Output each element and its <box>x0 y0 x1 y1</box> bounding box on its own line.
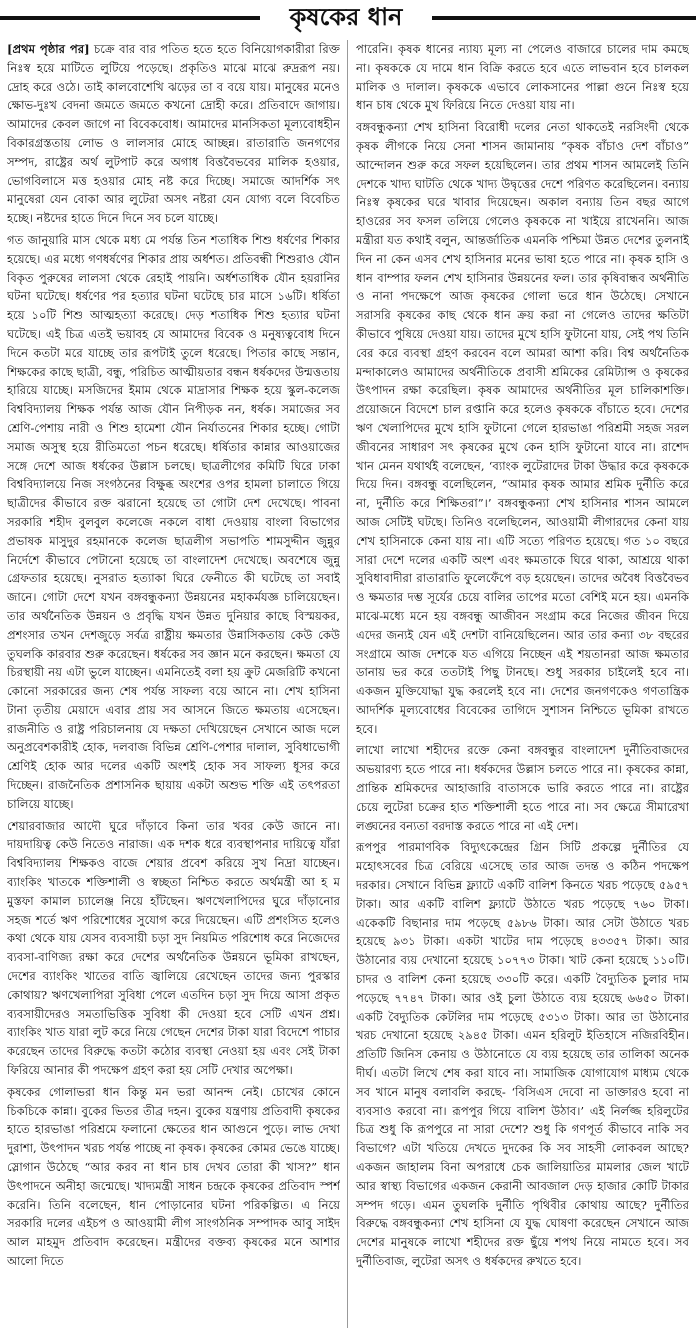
continued-from-tag: [প্রথম পৃষ্ঠার পর] <box>7 42 90 56</box>
article-header <box>0 0 696 36</box>
article-paragraph: কৃষকের গোলাভরা ধান কিন্তু মন ভরা আনন্দ নেই। চোখের কোনে চিকচিকে কান্না। বুকের ভিতর তীব্র দহন। বুকের যন্ত্রণায় প্রতিবাদী কৃষকের হাতে হারভাঙা পরিশ্রমে ফলানো ক্ষেতের ধান আগুনে পুড়ে। লাভ দেখা দুরাশা, উৎপাদন খরচ পর্যন্ত পাচ্ছে না কৃষক। কৃষকের কোমর ভেঙে যাচ্ছে। স্লোগান উঠেছে “আর করব না ধান চাষ দেখব তোরা কী খাস?” ধান উৎপাদনে অনীহা জন্মেছে। খাদ্যমন্ত্রী সাধন চন্দ্রকে কৃষকের প্রতিবাদ স্পর্শ করেনি। তিনি বলেছেন, ধান পোড়ানোর ঘটনা পরিকল্পিত। এ নিয়ে সরকারি দলের এইচপ ও আওয়ামী লীগ সাংগঠনিক সম্পাদক আবু সাইদ আল মাহমুদ প্রতিবাদ করেছেন। মন্ত্রীদের বক্তব্য কৃষকের মনে আশার আলো দিতে <box>7 1084 340 1268</box>
header-rule-left <box>0 16 260 20</box>
article-paragraph: পারেনি। কৃষক ধানের ন্যায্য মূল্য না পেলেও বাজারে চালের দাম কমছে না। কৃষককে যে দামে ধান বিক্রি করতে হবে এতে লাভবান হবে চালকল মালিক ও দালাল। কৃষককে এভাবে লোকসানের পাল্লা গুনে নিঃস্ব হয়ে ধান চাষ থেকে মুখ ফিরিয়ে নিতে দেওয়া যায় না। <box>356 42 689 113</box>
article-title: কৃষকের ধান <box>289 2 403 31</box>
article-column-right <box>356 40 689 1328</box>
article-paragraph: লাখো লাখো শহীদের রক্তে কেনা বঙ্গবন্ধুর বাংলাদেশ দুর্নীতিবাজদের অভয়ারণ্য হতে পারে না। ধর্ষকদের উল্লাস চলতে পারে না। কৃষকের কান্না, প্রান্তিক শ্রমিকদের আহাজারি বাতাসকে ভারি করতে পারে না। রাষ্ট্রের চেয়ে লুটেরা চক্রের হাত শক্তিশালী হতে পারে না। সব ক্ষেত্রে সীমারেখা লঙ্ঘনের বন্যতা বরদাস্ত করতে পারে না এই দেশ। <box>356 743 689 833</box>
paragraph-text: চক্রে বার বার পতিত হতে হতে বিনিয়োগকারীরা রিক্ত নিঃস্ব হয়ে মাটিতে লুটিয়ে পড়েছে। প্রকৃতিও মাঝে মাঝে রুদ্ররূপ নয়। দ্রোহ করে ওঠে। তাই কালবোশেখি ঝড়ের তা ব বয়ে যায়। মানুষের মনেও ক্ষোভ-দুঃখ বেদনা জমতে জমতে কখনো দ্রোহী করে। প্রতিবাদে জাগায়। আমাদের কেবল জাগে না বিবেকবোধ। আমাদের মানসিকতা মূল্যবোধহীন বিকারগ্রস্ততায় লোভ ও লালসার মোহে আচ্ছন্ন। রাতারাতি জনগণের সম্পদ, রাষ্ট্রের অর্থ লুটপাট করে অগাধ বিত্তবৈভবের মালিক হওয়ার, ভোগবিলাসে মত্ত হওয়ার মোহ নষ্ট করে দিচ্ছে। সমাজে আদর্শিক সৎ মানুষেরা যেন বোকা আর লুটেরা অসৎ নষ্টরা যেন যোগ্য বলে বিবেচিত হচ্ছে। নষ্টদের হাতে দিনে দিনে সব চলে যাচ্ছে। <box>7 42 340 226</box>
article-paragraph: রূপপুর পারমাণবিক বিদ্যুৎকেন্দ্রের গ্রিন সিটি প্রকল্পে দুর্নীতির যে মহোৎসবের চিত্র বেরিয়ে এসেছে তার আজ তদন্ত ও কঠিন পদক্ষেপ দরকার। সেখানে বিভিন্ন ফ্ল্যাটে একটি বালিশ কিনতে খরচ পড়েছে ৫৯৫৭ টাকা। আর একটি বালিশ ফ্ল্যাটে উঠাতে খরচ পড়েছে ৭৬০ টাকা। একেকটি বিছানার দাম পড়েছে ৫৯৮৬ টাকা। আর সেটা উঠাতে খরচ হয়েছে ৯৩১ টাকা। একটা খাটের দাম পড়েছে ৪৩৩৫৭ টাকা। আর উঠানোর ব্যয় দেখানো হয়েছে ১০৭৭৩ টাকা। খাট কেনা হয়েছে ১১০টি। চাদর ও বালিশ কেনা হয়েছে ৩৩০টি করে। একটি বৈদ্যুতিক চুলার দাম পড়েছে ৭৭৪৭ টাকা। আর ওই চুলা উঠাতে ব্যয় হয়েছে ৬৬৫০ টাকা। একটি বৈদ্যুতিক কেটলির দাম পড়েছে ৫৩১৩ টাকা। আর তা উঠানোর খরচ দেখানো হয়েছে ২৯৪৫ টাকা। এমন হরিলুট ইতিহাসে নজিরবিহীন। প্রতিটি জিনিস কেনায় ও উঠানোতে যে ব্যয় হয়েছে তার তালিকা অনেক দীর্ঘ। এতটা লিখে শেষ করা যাবে না। সামাজিক যোগাযোগ মাধ্যম থেকে সব খানে মানুষ বলাবলি করছে- ‘বিসিএস দেবো না ডাক্তারও হবো না ব্যবসাও করবো না। রূপপুর গিয়ে বালিশ উঠাব।’ এই নির্লজ্জ হরিলুটের চিত্র শুধু কি রূপপুরে না সারা দেশে? শুধু কি গণপূর্ত কীভাবে নাকি সব বিভাগে? এটা খতিয়ে দেখতে দুদকের কি সব সাহসী লোকবল আছে? একজন জাহালম বিনা অপরাধে চেক জালিয়াতির মামলার জেল খাটে আর স্বাস্থ্য বিভাগের একজন কেরানী আবজাল দেড় হাজার কোটি টাকার সম্পদ গড়ে। এমন তুঘলকি দুর্নীতি পৃথিবীর কোথায় আছে? দুর্নীতির বিরুদ্ধে বঙ্গবন্ধুকন্যা শেখ হাসিনা যে যুদ্ধ ঘোষণা করেছেন সেখানে আজ দেশের মানুষকে লাখো শহীদের রক্ত ছুঁয়ে শপথ নিয়ে নামতে হবে। সব দুর্নীতিবাজ, লুটেরা অসৎ ও ধর্ষকদের রুখতে হবে। <box>356 840 689 1268</box>
article-paragraph: বঙ্গবন্ধুকন্যা শেখ হাসিনা বিরোধী দলের নেতা থাকতেই নরসিংদী থেকে কৃষক লীগকে নিয়ে সেনা শাসন জামানায় “কৃষক বাঁচাও দেশ বাঁচাও” আন্দোলন শুরু করে সফল হয়েছিলেন। তার প্রথম শাসন আমলেই তিনি দেশকে খাদ্য ঘাটতি থেকে খাদ্য উদ্বৃত্তের দেশে পরিণত করেছিলেন। বন্যায় নিঃস্ব কৃষকের ঘরে খাবার দিয়েছেন। অকাল বন্যায় তিন বছর আগে হাওরের সব ফসল তলিয়ে গেলেও কৃষককে না খাইয়ে রাখেননি। আজ মন্ত্রীরা যত কথাই বলুন, আন্তর্জাতিক এমনকি পশ্চিমা উন্নত দেশের তুলনাই দিন না কেন এসব শেখ হাসিনার মনের ভাষা হতে পারে না। কৃষক হাসি ও ধান বাম্পার ফলন শেখ হাসিনার উন্নয়নের ফল। তার কৃষিবান্ধব অর্থনীতি ও নানা পদক্ষেপে আজ কৃষকের গোলা ভরে ধান উঠেছে। সেখানে সরাসরি কৃষকের কাছ থেকে ধান ক্রয় করা না গেলেও তাদের ক্ষতিটা কীভাবে পুষিয়ে দেওয়া যায়। তাদের মুখে হাসি ফুটানো যায়, সেই পথ তিনি বের করে ব্যবস্থা গ্রহণ করবেন বলে আমরা আশা করি। বিশ্ব অর্থনৈতিক মন্দাকালেও আমাদের অর্থনীতিকে প্রবাসী শ্রমিকের রেমিট্যান্স ও কৃষকের উৎপাদন রক্ষা করেছিল। কৃষক আমাদের অর্থনীতির মূল চালিকাশক্তি। প্রয়োজনে বিদেশে চাল রপ্তানি করে হলেও কৃষককে বাঁচাতে হবে। দেশের ঋণ খেলাপিদের মুখে হাসি ফুটানো গেলে হারভাঙা পরিশ্রমী সহজ সরল জীবনের সাধারণ সৎ কৃষকের মুখে কেন হাসি ফুটানো যাবে না। রাশেদ খান মেনন যথার্থই বলেছেন, ‘ব্যাংক লুটেরাদের টাকা উদ্ধার করে কৃষককে দিয়ে দিন। বঙ্গবন্ধু বলেছিলেন, “আমার কৃষক আমার শ্রমিক দুর্নীতি করে না, দুর্নীতি করে শিক্ষিতরা”।’ বঙ্গবন্ধুকন্যা শেখ হাসিনার শাসন আমলে আজ সেটিই ঘটছে। তিনিও বলেছিলেন, আওয়ামী লীগারদের কেনা যায় শেখ হাসিনাকে কেনা যায় না। এটি সত্যে পরিণত হয়েছে। গত ১০ বছরে সারা দেশে দলের একটি অংশ এবং ক্ষমতাকে ঘিরে থাকা, আশ্রয়ে থাকা সুবিধাবাদীরা রাতারাতি ফুলেফেঁপে বড় হয়েছেন। তাদের অবৈধ বিত্তবৈভব ও ক্ষমতার দম্ভ সূর্যের চেয়ে বালির তাপের মতো বেশিই মনে হয়। এমনকি মাঝে-মধ্যে মনে হয় বঙ্গবন্ধু আজীবন সংগ্রাম করে নিজের জীবন দিয়ে এদের জন্যই যেন এই দেশটা বানিয়েছিলেন। আর তার কন্যা ৩৮ বছরের সংগ্রামে আজ দেশকে যত এগিয়ে নিচ্ছেন এই শয়তানরা আজ ক্ষমতার ডানায় ভর করে ততটাই পিছু টানছে। শুধু সরকার চাইলেই হবে না। একজন মুক্তিযোদ্ধা যুদ্ধ করলেই হবে না। দেশের জনগণকেও গণতান্ত্রিক আদর্শিক মূল্যবোধের বিবেকের তাগিদে সুশাসন নিশ্চিতে ভূমিকা রাখতে হবে। <box>356 120 689 736</box>
header-rule-right <box>432 16 696 20</box>
column-divider <box>347 40 348 1328</box>
article-paragraph <box>7 40 340 228</box>
article-paragraph: গত জানুয়ারি মাস থেকে মধ্য মে পর্যন্ত তিন শতাধিক শিশু ধর্ষণের শিকার হয়েছে। এর মধ্যে গণধর্ষণের শিকার প্রায় অর্ধশত। প্রতিবন্ধী শিশুরাও যৌন বিকৃত পুরুষের লালসা থেকে রেহাই পায়নি। অর্ধশতাধিক যৌন হয়রানির ঘটনা ঘটেছে। ধর্ষণের পর হত্যার ঘটনা ঘটেছে চার মাসে ১৬টি। ধর্ষিতা হয়ে ১০টি শিশু আত্মহত্যা করেছে। দেড় শতাধিক শিশু হত্যার ঘটনা ঘটেছে। এই চিত্র এতই ভয়াবহ যে আমাদের বিবেক ও মনুষ্যত্ববোধ দিনে দিনে কতটা মরে যাচ্ছে তার রূপটাই তুলে ধরেছে। পিতার কাছে সন্তান, শিক্ষকের কাছে ছাত্রী, বন্ধু, পরিচিত আত্মীয়তার বন্ধন ধর্ষকদের উন্মত্ততায় হারিয়ে যাচ্ছে। মসজিদের ইমাম থেকে মাদ্রাসার শিক্ষক হয়ে স্কুল-কলেজ বিশ্ববিদ্যালয় শিক্ষক পর্যন্ত আজ যৌন নিপীড়ক নন, ধর্ষক। সমাজের সব শ্রেণি-পেশায় নারী ও শিশু হামেশা যৌন নির্যাতনের শিকার হচ্ছে। গোটা সমাজ অসুস্থ হয়ে রীতিমতো পচন ধরেছে। ধর্ষিতার কান্নার আওয়াজের সঙ্গে দেশে আজ ধর্ষকের উল্লাস চলছে। ছাত্রলীগের কমিটি ঘিরে ঢাকা বিশ্ববিদ্যালয়ে নিজ সংগঠনের বিক্ষুব্ধ অংশের ওপর হামলা চালাতে গিয়ে ছাত্রীদের কীভাবে রক্ত ঝরানো হয়েছে তা গোটা দেশ দেখেছে। পাবনা সরকারি শহীদ বুলবুল কলেজে নকলে বাধা দেওয়ায় বাংলা বিভাগের প্রভাষক মাসুদুর রহমানকে কলেজ ছাত্রলীগ সভাপতি শামসুদ্দীন জুন্নুর নির্দেশে কীভাবে পেটানো হয়েছে তা বাংলাদেশ দেখেছে। অবশেষে জুন্নু গ্রেফতার হয়েছে। নুসরাত হত্যাকা ঘিরে ফেনীতে কী ঘটেছে তা সবাই জানে। গোটা দেশে যখন বঙ্গবন্ধুকন্যা উন্নয়নের মহাকর্মযজ্ঞ চালিয়েছেন। তার অর্থনৈতিক উন্নয়ন ও প্রবৃদ্ধি যখন উন্নত দুনিয়ার কাছে বিস্ময়কর, প্রশংসার তখন দেশজুড়ে সর্বত্র রাষ্ট্রীয় ক্ষমতার উন্নাসিকতায় কেউ কেউ তুঘলকি কারবার শুরু করেছেন। ধর্ষকের সব জ্ঞান মনে করছেন। ক্ষমতা যে চিরস্থায়ী নয় এটা ভুলে যাচ্ছেন। এমনিতেই বলা হয় ক্রুট মেজরিটি কখনো কোনো সরকারের জন্য শেষ পর্যন্ত সাফল্য বয়ে আনে না। শেখ হাসিনা টানা তৃতীয় মেয়াদে এবার প্রায় সব আসনে জিতে ক্ষমতায় এসেছেন। রাজনীতি ও রাষ্ট্র পরিচালনায় যে দক্ষতা দেখিয়েছেন সেখানে আজ দলে অনুপ্রবেশকারীই হোক, দলবাজ বিভিন্ন শ্রেণি-পেশার দালাল, সুবিধাভোগী শ্রেণিই হোক আর দলের একটি অংশই হোক সব সাফল্য ধূসর করে দিচ্ছেন। রাজনৈতিক প্রশাসনিক ছায়ায় একটা অশুভ শক্তি এই তৎপরতা চালিয়ে যাচ্ছে। <box>7 232 340 811</box>
article-column-left <box>7 40 340 1328</box>
article-paragraph: শেয়ারবাজার আদৌ ঘুরে দাঁড়াবে কিনা তার খবর কেউ জানে না। দায়দায়িত্ব কেউ নিতেও নারাজ। এক দশক ধরে ব্যবস্থাপনার দায়িত্বে যাঁরা বিশ্ববিদ্যালয় শিক্ষকও বাজে শেয়ার প্রবেশ করিয়ে সুখ নিদ্রা যাচ্ছেন। ব্যাংকিং খাতকে শক্তিশালী ও স্বচ্ছতা নিশ্চিত করতে অর্থমন্ত্রী আ হ ম মুস্তফা কামাল চ্যালেঞ্জ নিয়ে হাঁটছেন। ঋণখেলাপিদের ঘুরে দাঁড়ানোর সহজ শর্তে ঋণ পরিশোধের সুযোগ করে দিয়েছেন। এটি প্রশংসিত হলেও কথা থেকে যায় যেসব ব্যবসায়ী চড়া সুদ নিয়মিত পরিশোধ করে নিজেদের ব্যবসা-বাণিজ্য রক্ষা করে দেশের অর্থনৈতিক উন্নয়নে ভূমিকা রাখছেন, দেশের ব্যাংকিং খাতের বাতি জ্বালিয়ে রেখেছেন তাদের জন্য পুরস্কার কোথায়? ঋণখেলাপিরা সুবিধা পেলে এতদিন চড়া সুদ দিয়ে আসা প্রকৃত ব্যবসায়ীদেরও সমতাভিত্তিক সুবিধা কী দেওয়া হবে সেটি এখন প্রশ্ন। ব্যাংকিং খাত যারা লুট করে নিয়ে গেছেন দেশের টাকা যারা বিদেশে পাচার করেছেন তাদের বিরুদ্ধে কতটা কঠোর ব্যবস্থা নেওয়া হয় এবং সেই টাকা ফিরিয়ে আনার কী পদক্ষেপ গ্রহণ করা হয় সেটি দেখার অপেক্ষা। <box>7 818 340 1078</box>
